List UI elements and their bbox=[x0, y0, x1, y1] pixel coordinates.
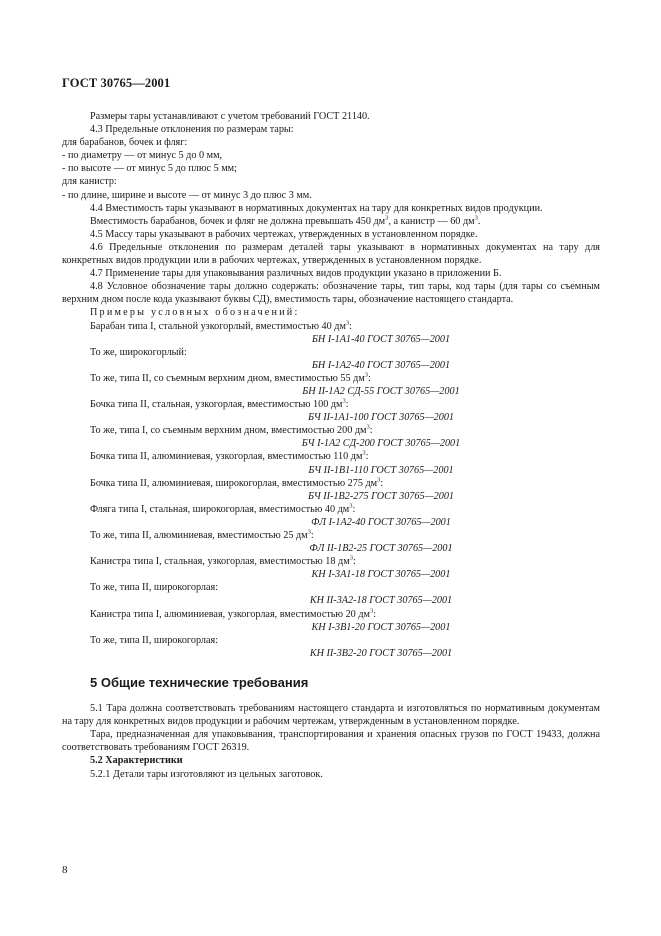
example-description bbox=[62, 503, 600, 516]
document-header: ГОСТ 30765—2001 bbox=[62, 76, 171, 90]
paragraph: 4.8 Условное обозначение тары должно содержать: обозначение тары, тип тары, код тары (для тары со съемным верхним дном после кода указывают буквы СД), вместимость тары, обозначение настоящего стандарта. bbox=[62, 281, 600, 306]
example-exponent: 3 bbox=[377, 476, 381, 484]
example-description-text: То же, типа II, широкогорлая: bbox=[90, 634, 219, 646]
example-designation: БН II-1А2 СД-55 ГОСТ 30765—2001 bbox=[302, 385, 460, 397]
example-description-text: Канистра типа I, стальная, узкогорлая, вместимостью 18 дм bbox=[90, 556, 350, 568]
example-designation: БН I-1А1-40 ГОСТ 30765—2001 bbox=[311, 333, 451, 345]
example-description-text: То же, типа II, со съемным верхним дном, вместимостью 55 дм bbox=[90, 372, 365, 384]
paragraph: 4.4 Вместимость тары указывают в нормативных документах на тару для конкретных видов продукции. bbox=[90, 202, 543, 214]
example-designation: КН II-3А2-18 ГОСТ 30765—2001 bbox=[309, 595, 453, 607]
example-description-text: Бочка типа II, алюминиевая, широкогорлая, вместимостью 275 дм bbox=[90, 477, 378, 489]
example-colon: : bbox=[352, 503, 356, 515]
example-exponent: 3 bbox=[369, 607, 374, 615]
subsection-title: 5.2 Характеристики bbox=[90, 755, 183, 767]
paragraph: 4.6 Предельные отклонения по размерам деталей тары указывают в нормативных документах на тару для конкретных видов продукции или в рабочих чертежах, утвержденных в установленном порядке. bbox=[62, 241, 600, 267]
example-designation: БЧ I-1А2 СД-200 ГОСТ 30765—2001 bbox=[301, 438, 461, 450]
paragraph: 4.7 Применение тары для упаковывания различных видов продукции указано в приложении Б. bbox=[90, 268, 502, 280]
paragraph: для барабанов, бочек и фляг: bbox=[62, 137, 188, 149]
example-exponent: 3 bbox=[307, 528, 311, 536]
example-colon: : bbox=[352, 556, 356, 568]
example-colon: : bbox=[368, 372, 371, 384]
example-description-text: Барабан типа I, стальной узкогорлый, вместимостью 40 дм bbox=[90, 320, 346, 332]
example-colon: : bbox=[345, 399, 349, 411]
example-description bbox=[62, 320, 600, 333]
example-description bbox=[62, 555, 600, 568]
example-designation: БН I-1А2-40 ГОСТ 30765—2001 bbox=[311, 359, 451, 371]
example-designation: ФЛ I-1А2-40 ГОСТ 30765—2001 bbox=[311, 516, 451, 528]
example-description-text: Бочка типа II, алюминиевая, узкогорлая, вместимостью 110 дм bbox=[90, 451, 363, 463]
capacity-exp-1: 3 bbox=[385, 214, 389, 222]
example-description-text: Фляга типа I, стальная, широкогорлая, вместимостью 40 дм bbox=[90, 503, 350, 515]
example-colon: : bbox=[369, 425, 373, 437]
paragraph: Размеры тары устанавливают с учетом требований ГОСТ 21140. bbox=[90, 111, 370, 122]
example-description bbox=[62, 372, 600, 385]
example-designation: БЧ II-1А1-100 ГОСТ 30765—2001 bbox=[307, 412, 455, 424]
example-description-text: То же, широкогорлый: bbox=[90, 346, 187, 358]
example-description bbox=[62, 398, 600, 411]
paragraph: 4.5 Массу тары указывают в рабочих чертежах, утвержденных в установленном порядке. bbox=[90, 228, 478, 240]
example-description-text: То же, типа II, широкогорлая: bbox=[90, 582, 219, 594]
example-exponent: 3 bbox=[366, 423, 370, 431]
example-designation: КН I-3А1-18 ГОСТ 30765—2001 bbox=[311, 569, 451, 581]
paragraph: Тара, предназначенная для упаковывания, транспортирования и хранения опасных грузов по ГОСТ 19433, должна соответствовать требованиям ГОСТ 26319. bbox=[62, 729, 600, 754]
capacity-exp-2: 3 bbox=[474, 214, 478, 222]
paragraph: - по диаметру — от минус 5 до 0 мм, bbox=[62, 150, 223, 162]
example-exponent: 3 bbox=[345, 319, 350, 327]
example-description-text: Канистра типа I, алюминиевая, узкогорлая, вместимостью 20 дм bbox=[90, 608, 370, 620]
example-designation: КН II-3В2-20 ГОСТ 30765—2001 bbox=[309, 647, 453, 659]
example-description bbox=[62, 424, 600, 437]
example-exponent: 3 bbox=[364, 371, 369, 379]
capacity-paragraph bbox=[62, 215, 600, 228]
page-number: 8 bbox=[62, 864, 68, 876]
example-exponent: 3 bbox=[342, 397, 346, 405]
example-colon: : bbox=[365, 451, 369, 463]
capacity-text-middle: , а канистр — 60 дм bbox=[388, 215, 475, 227]
example-description bbox=[62, 477, 600, 490]
paragraph: 5.1 Тара должна соответствовать требованиям настоящего стандарта и изготовляться по нормативным документам на тару для конкретных видов продукции и рабочим чертежам, утвержденным в установленном порядке. bbox=[62, 703, 600, 728]
example-description bbox=[62, 608, 600, 621]
example-designation: КН I-3В1-20 ГОСТ 30765—2001 bbox=[311, 621, 451, 633]
example-colon: : bbox=[380, 477, 384, 489]
example-exponent: 3 bbox=[349, 554, 353, 562]
example-designation: БЧ II-1В2-275 ГОСТ 30765—2001 bbox=[307, 490, 455, 502]
paragraph: для канистр: bbox=[62, 176, 117, 188]
example-description bbox=[62, 581, 600, 594]
example-colon: : bbox=[310, 530, 314, 541]
examples-heading: Примеры условных обозначений: bbox=[90, 307, 300, 319]
example-colon: : bbox=[373, 608, 377, 620]
example-description-text: Бочка типа II, стальная, узкогорлая, вместимостью 100 дм bbox=[90, 399, 343, 411]
example-description bbox=[62, 529, 600, 542]
example-designation: БЧ II-1В1-110 ГОСТ 30765—2001 bbox=[308, 464, 454, 476]
example-exponent: 3 bbox=[349, 502, 353, 510]
section-title: 5 Общие технические требования bbox=[90, 674, 309, 690]
paragraph: - по длине, ширине и высоте — от минус 3 до плюс 3 мм. bbox=[62, 189, 312, 201]
examples-list bbox=[62, 320, 600, 660]
example-colon: : bbox=[349, 320, 352, 332]
capacity-text-end: . bbox=[477, 215, 481, 227]
example-description bbox=[62, 450, 600, 463]
capacity-text-before: Вместимость барабанов, бочек и фляг не должна превышать 450 дм bbox=[90, 215, 386, 227]
paragraph: 5.2.1 Детали тары изготовляют из цельных заготовок. bbox=[90, 768, 323, 780]
paragraph: - по высоте — от минус 5 до плюс 5 мм; bbox=[62, 163, 237, 175]
example-description-text: То же, типа II, алюминиевая, вместимостью 25 дм bbox=[90, 530, 308, 541]
example-description-text: То же, типа I, со съемным верхним дном, вместимостью 200 дм bbox=[90, 425, 367, 437]
document-body bbox=[62, 110, 600, 781]
paragraph: 4.3 Предельные отклонения по размерам тары: bbox=[90, 124, 294, 136]
example-description bbox=[62, 634, 600, 647]
example-description bbox=[62, 346, 600, 359]
example-designation: ФЛ II-1В2-25 ГОСТ 30765—2001 bbox=[309, 543, 453, 555]
example-exponent: 3 bbox=[362, 450, 366, 458]
